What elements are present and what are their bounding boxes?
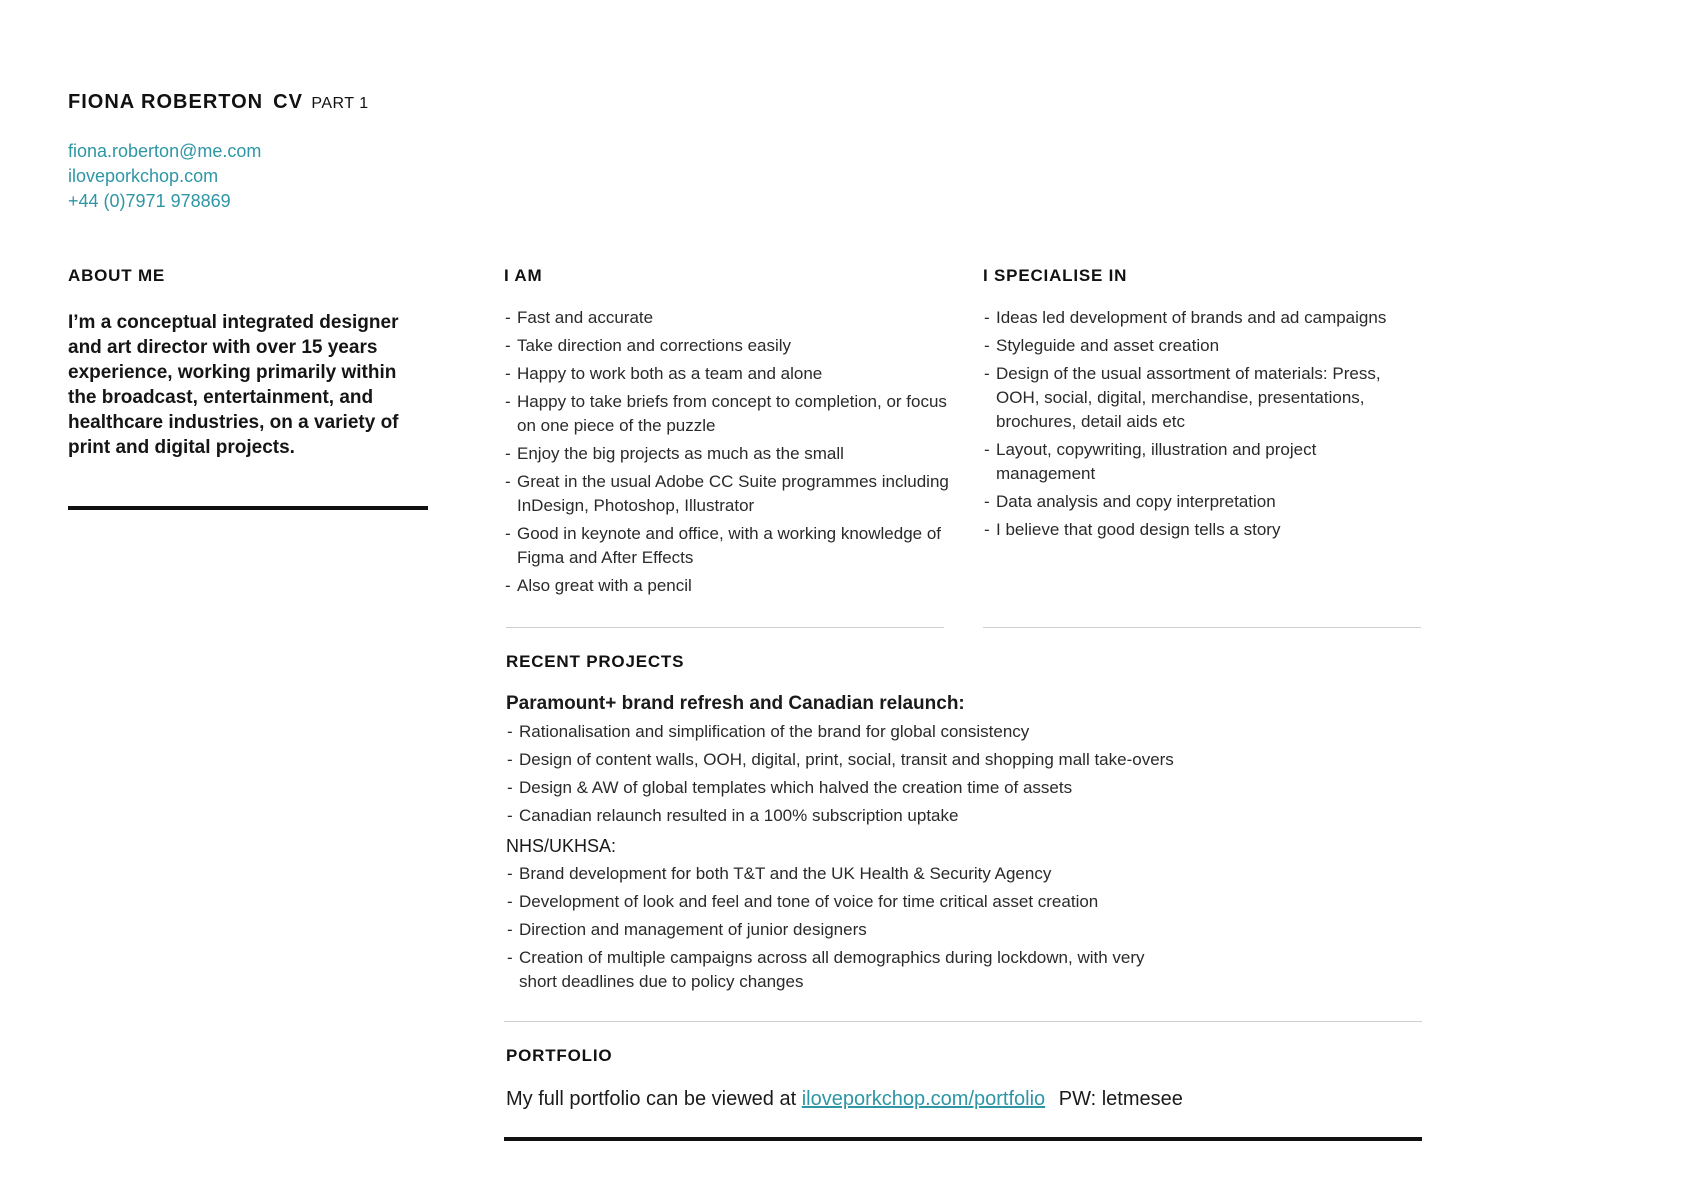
list-item: - Fast and accurate xyxy=(504,306,954,330)
portfolio-intro: My full portfolio can be viewed at xyxy=(506,1088,797,1110)
cv-header xyxy=(68,91,369,114)
projects-divider xyxy=(504,1021,1422,1022)
specialise-divider xyxy=(983,627,1421,628)
i-am-section xyxy=(504,266,954,602)
cv-label: CV xyxy=(273,91,303,113)
portfolio-link[interactable]: iloveporkchop.com/portfolio xyxy=(801,1088,1046,1110)
list-item: - Development of look and feel and tone of voice for time critical asset creation xyxy=(506,890,1426,914)
specialise-list xyxy=(983,306,1403,542)
recent-projects-section xyxy=(506,652,1426,998)
list-item: - Styleguide and asset creation xyxy=(983,334,1403,358)
part-label: PART 1 xyxy=(311,95,369,112)
list-item: - Design of the usual assortment of materials: Press, OOH, social, digital, merchandise, presentations, brochures, detail aids etc xyxy=(983,362,1403,434)
about-heading: ABOUT ME xyxy=(68,266,166,285)
portfolio-line xyxy=(506,1086,1426,1112)
project-title-nhs: NHS/UKHSA: xyxy=(506,836,617,856)
list-item: - Layout, copywriting, illustration and project management xyxy=(983,438,1403,486)
candidate-name: FIONA ROBERTON xyxy=(68,91,264,113)
specialise-heading: I SPECIALISE IN xyxy=(983,266,1128,285)
project-title-paramount: Paramount+ brand refresh and Canadian relaunch: xyxy=(506,693,965,714)
website-link[interactable]: iloveporkchop.com xyxy=(68,166,219,186)
list-item: - Take direction and corrections easily xyxy=(504,334,954,358)
i-am-list xyxy=(504,306,954,598)
portfolio-password: PW: letmesee xyxy=(1058,1088,1183,1110)
email-link[interactable]: fiona.roberton@me.com xyxy=(68,141,262,161)
list-item: - Data analysis and copy interpretation xyxy=(983,490,1403,514)
list-item: - Happy to work both as a team and alone xyxy=(504,362,954,386)
list-item: - Also great with a pencil xyxy=(504,574,954,598)
project-list-nhs xyxy=(506,862,1426,994)
specialise-section xyxy=(983,266,1403,546)
phone-number: +44 (0)7971 978869 xyxy=(68,191,231,211)
list-item: - Design & AW of global templates which halved the creation time of assets xyxy=(506,776,1426,800)
project-list-paramount xyxy=(506,720,1426,828)
i-am-heading: I AM xyxy=(504,266,543,285)
list-item: - Direction and management of junior designers xyxy=(506,918,1426,942)
list-item: - Ideas led development of brands and ad campaigns xyxy=(983,306,1403,330)
list-item: - Creation of multiple campaigns across all demographics during lockdown, with very short deadlines due to policy changes xyxy=(506,946,1179,994)
portfolio-divider xyxy=(504,1137,1422,1141)
list-item: - Design of content walls, OOH, digital, print, social, transit and shopping mall take-overs xyxy=(506,748,1426,772)
portfolio-heading: PORTFOLIO xyxy=(506,1046,613,1065)
i-am-divider xyxy=(506,627,944,628)
list-item: - Good in keynote and office, with a working knowledge of Figma and After Effects xyxy=(504,522,954,570)
list-item: - Brand development for both T&T and the UK Health & Security Agency xyxy=(506,862,1426,886)
list-item: - Great in the usual Adobe CC Suite programmes including InDesign, Photoshop, Illustrator xyxy=(504,470,954,518)
list-item: - Canadian relaunch resulted in a 100% subscription uptake xyxy=(506,804,1426,828)
list-item: - I believe that good design tells a story xyxy=(983,518,1403,542)
list-item: - Enjoy the big projects as much as the small xyxy=(504,442,954,466)
about-text: I’m a conceptual integrated designer and art director with over 15 years experience, working primarily within the broadcast, entertainment, and healthcare industries, on a variety of print and digital projects. xyxy=(68,312,399,458)
list-item: - Rationalisation and simplification of the brand for global consistency xyxy=(506,720,1426,744)
about-section xyxy=(68,266,428,460)
about-divider xyxy=(68,506,428,510)
portfolio-section xyxy=(506,1046,1426,1112)
contact-block xyxy=(68,139,261,214)
list-item: - Happy to take briefs from concept to completion, or focus on one piece of the puzzle xyxy=(504,390,954,438)
projects-heading: RECENT PROJECTS xyxy=(506,652,685,671)
